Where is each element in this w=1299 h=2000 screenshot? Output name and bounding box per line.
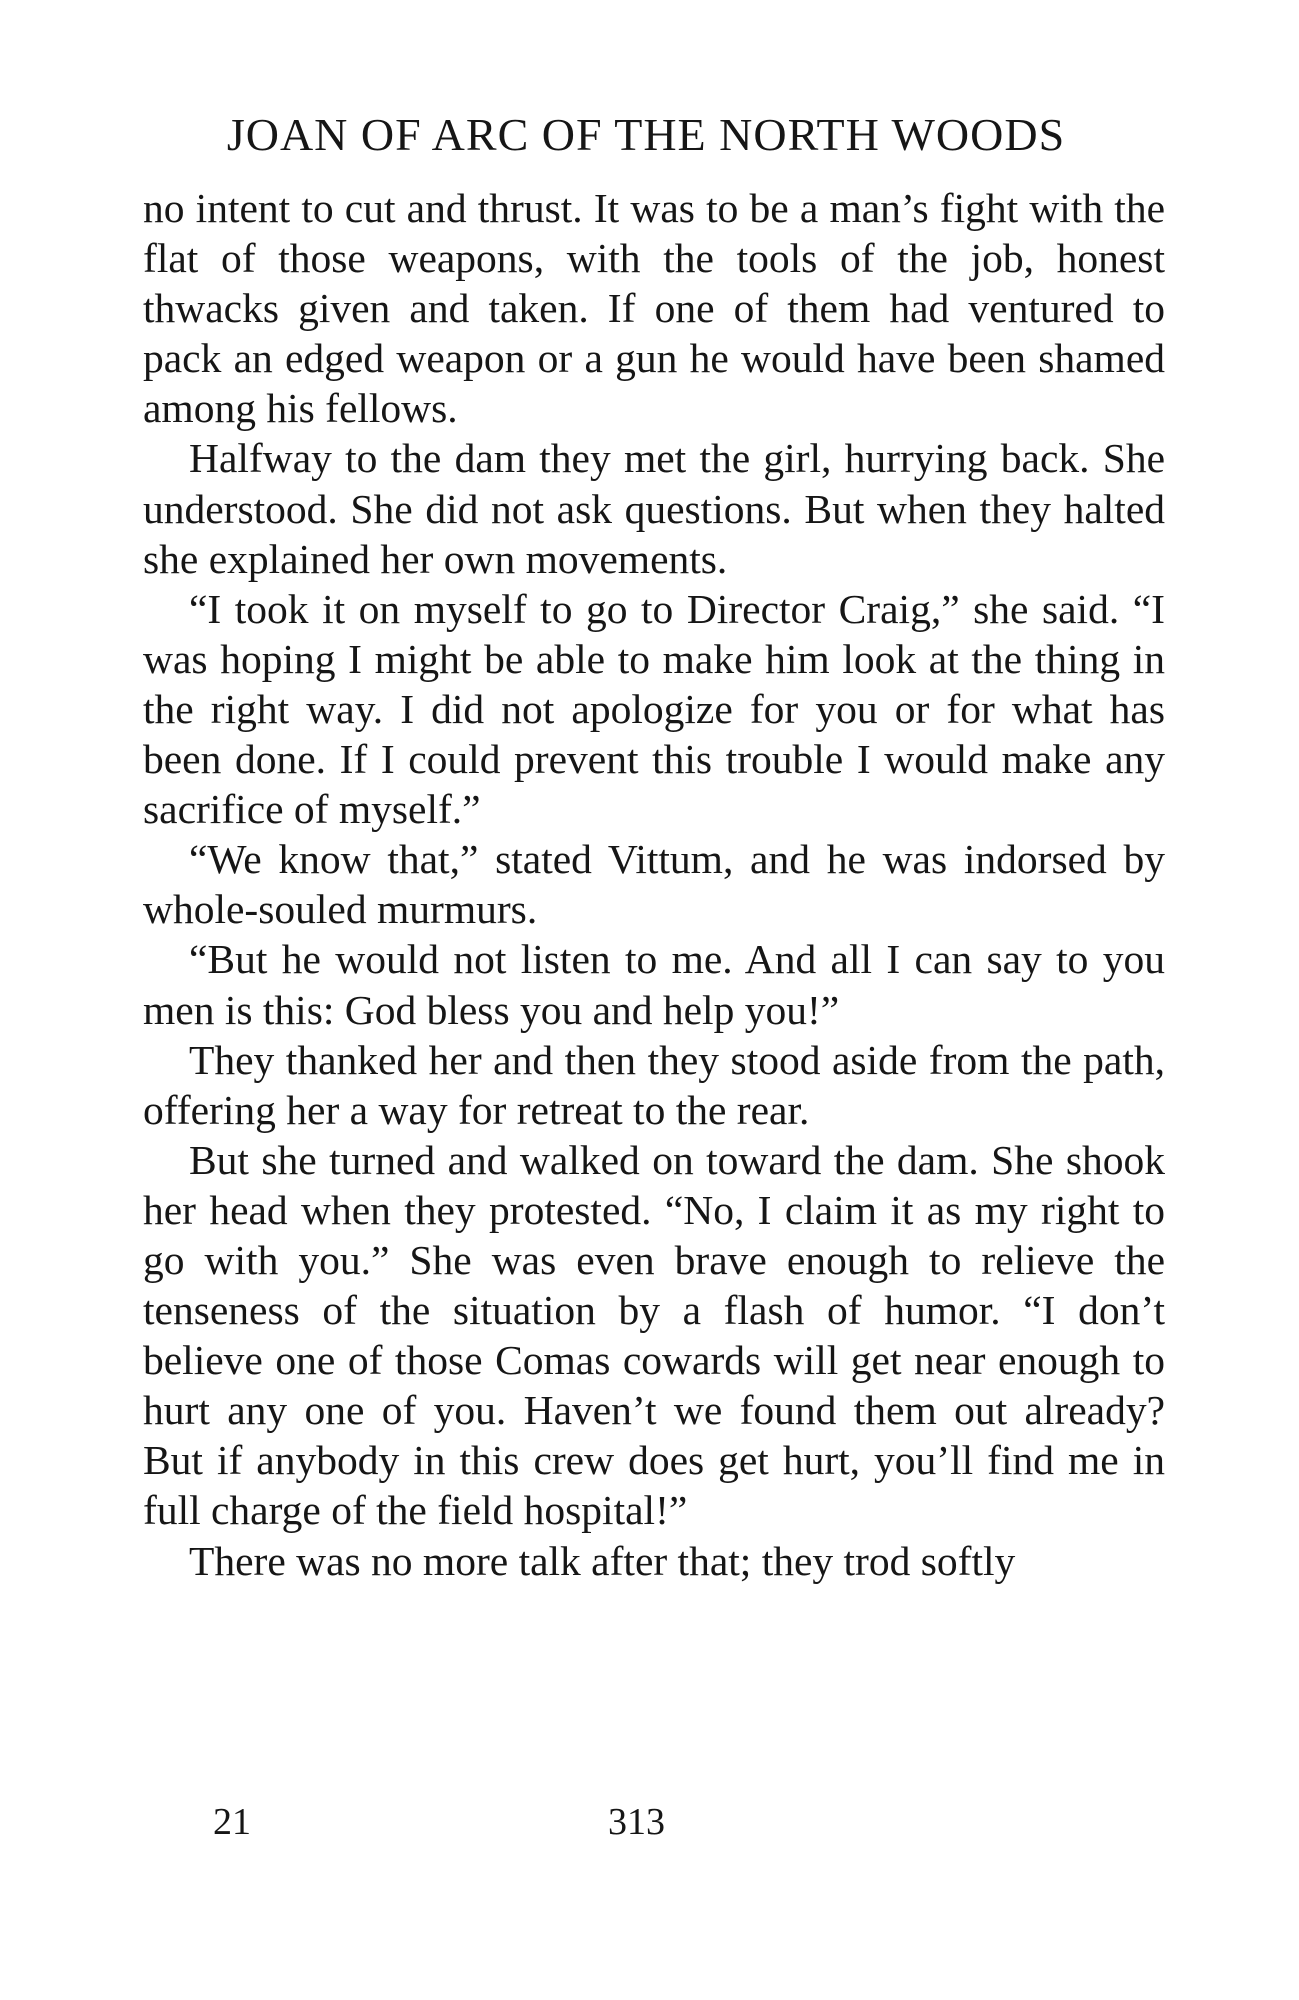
- paragraph: They thanked her and then they stood aside from the path, offering her a way for retreat to the rear.: [143, 1036, 1165, 1133]
- paragraph: Halfway to the dam they met the girl, hurrying back. She understood. She did not ask questions. But when they halted she explained her own movements.: [143, 435, 1165, 582]
- page-number: 313: [608, 1801, 665, 1843]
- running-title: JOAN OF ARC OF THE NORTH WOODS: [226, 109, 1066, 160]
- signature-mark: 21: [213, 1801, 251, 1843]
- paragraph: “I took it on myself to go to Director Craig,” she said. “I was hoping I might be able to make him look at the thing in the right way. I did not apologize for you or for what has been done. If I could prevent this trouble I would make any sacrifice of myself.”: [143, 585, 1165, 833]
- body-text: [143, 183, 1165, 1586]
- paragraph: “We know that,” stated Vittum, and he was indorsed by whole-souled murmurs.: [143, 836, 1165, 933]
- paragraph: But she turned and walked on toward the dam. She shook her head when they protested. “No, I claim it as my right to go with you.” She was even brave enough to relieve the tenseness of the situation by a flash of humor. “I don’t believe one of those Comas cowards will get near enough to hurt any one of you. Haven’t we found them out already? But if anybody in this crew does get hurt, you’ll find me in full charge of the field hospital!”: [143, 1136, 1165, 1534]
- paragraph-last: There was no more talk after that; they trod softly: [189, 1537, 1016, 1584]
- paragraph-continued: no intent to cut and thrust. It was to be a man’s fight with the flat of those weapons, with the tools of the job, honest thwacks given and taken. If one of them had ventured to pack an edged weapon or a gun he would have been shamed among his fellows.: [143, 185, 1165, 432]
- paragraph: “But he would not listen to me. And all I can say to you men is this: God bless you and help you!”: [143, 936, 1165, 1033]
